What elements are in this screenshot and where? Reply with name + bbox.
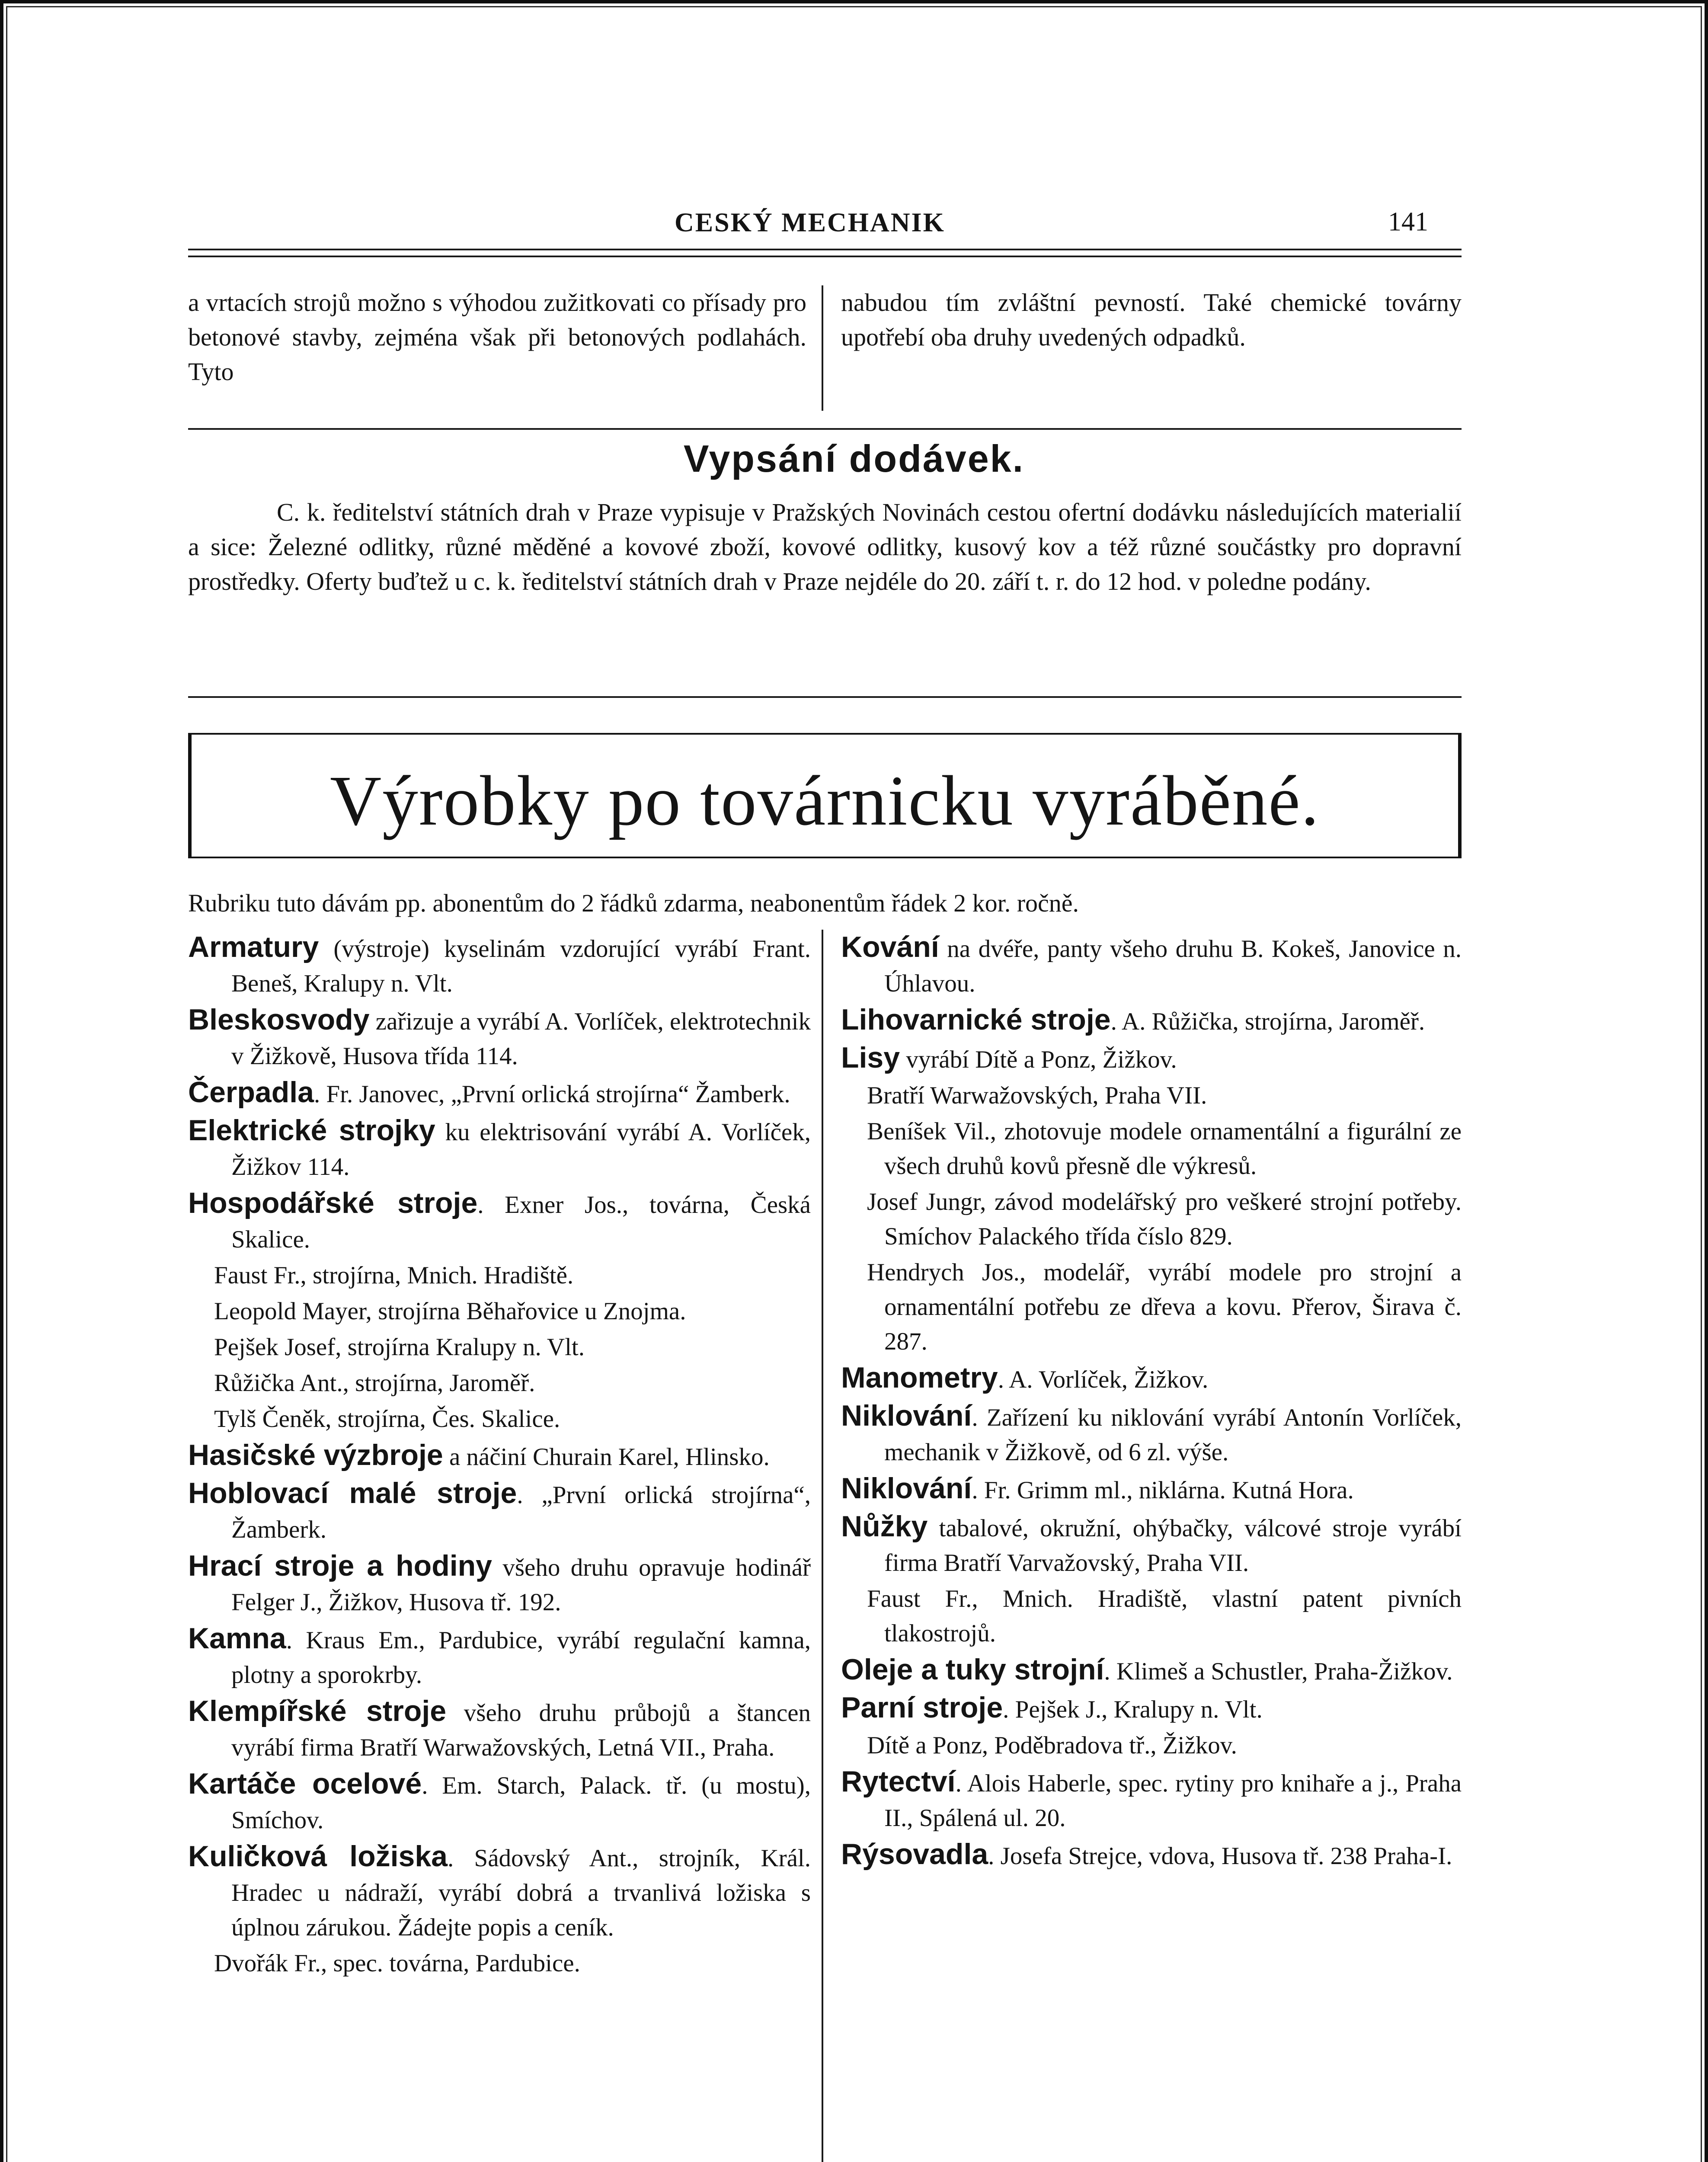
entry-text: . Klimeš a Schustler, Praha-Žižkov. <box>1104 1658 1453 1685</box>
directory-entry <box>188 1766 811 1838</box>
directory-entry <box>841 1471 1462 1508</box>
directory-subentry <box>188 1402 811 1436</box>
entry-keyword: Manometry <box>841 1361 998 1394</box>
directory-subentry <box>841 1582 1462 1651</box>
entry-text: vyrábí Dítě a Ponz, Žižkov. <box>900 1046 1177 1073</box>
entry-text: . Exner Jos., továrna, Česká Skalice. <box>231 1191 811 1253</box>
rubrika-note: Rubriku tuto dávám pp. abonentům do 2 řádků zdarma, neabonentům řádek 2 kor. ročně. <box>188 889 1079 917</box>
directory-entry <box>188 1839 811 1945</box>
entry-text: Dvořák Fr., spec. továrna, Pardubice. <box>214 1950 580 1977</box>
entry-keyword: Hospodářské stroje <box>188 1187 478 1219</box>
directory-subentry <box>841 1114 1462 1183</box>
entry-text: . A. Růžička, strojírna, Jaroměř. <box>1110 1008 1425 1035</box>
vypsani-title: Vypsání dodávek. <box>683 437 1025 480</box>
entry-text: . Fr. Janovec, „První orlická strojírna“ Žamberk. <box>314 1081 790 1108</box>
entry-text: Tylš Čeněk, strojírna, Čes. Skalice. <box>214 1405 560 1433</box>
entry-keyword: Rýsovadla <box>841 1838 988 1871</box>
directory-entry <box>188 1694 811 1765</box>
entry-text: Pejšek Josef, strojírna Kralupy n. Vlt. <box>214 1334 585 1361</box>
entry-text: tabalové, okružní, ohýbačky, válcové stroje vyrábí firma Bratří Varvažovský, Praha VII. <box>884 1515 1462 1577</box>
directory-entry <box>188 1621 811 1692</box>
directory-entry <box>841 1040 1462 1077</box>
entry-keyword: Kuličková ložiska <box>188 1840 448 1873</box>
entry-text: Josef Jungr, závod modelářský pro veškeré strojní potřeby. Smíchov Palackého třída číslo 829. <box>867 1188 1462 1250</box>
entry-keyword: Parní stroje <box>841 1691 1003 1724</box>
notice-rule <box>188 696 1462 698</box>
entry-keyword: Kartáče ocelové <box>188 1767 422 1800</box>
directory-entry <box>188 1075 811 1112</box>
directory-entry <box>841 1652 1462 1689</box>
entry-text: Hendrych Jos., modelář, vyrábí modele pro strojní a ornamentální potřebu ze dřeva a kovu. Přerov, Širava č. 287. <box>867 1259 1462 1355</box>
entry-text: Bratří Warwažovských, Praha VII. <box>867 1082 1207 1109</box>
directory-entry <box>841 1360 1462 1397</box>
entry-keyword: Čerpadla <box>188 1076 314 1109</box>
entry-text: na dvéře, panty všeho druhu B. Kokeš, Janovice n. Úhlavou. <box>884 935 1462 997</box>
intro-left-column <box>188 285 806 389</box>
entry-text: ku elektrisování vyrábí A. Vorlíček, Žižkov 114. <box>231 1119 811 1180</box>
directory-entry <box>188 930 811 1001</box>
entry-keyword: Rytectví <box>841 1765 956 1798</box>
directory-entry <box>188 1186 811 1257</box>
entry-keyword: Hoblovací malé stroje <box>188 1477 517 1510</box>
entry-text: Beníšek Vil., zhotovuje modele ornamentální a figurální ze všech druhů kovů přesně dle výkresů. <box>867 1118 1462 1180</box>
entry-text: . Josefa Strejce, vdova, Husova tř. 238 Praha-I. <box>988 1842 1452 1870</box>
directory-entry <box>841 1837 1462 1874</box>
entry-text: . „První orlická strojírna“, Žamberk. <box>231 1481 811 1543</box>
entry-keyword: Elektrické strojky <box>188 1114 435 1147</box>
page-number: 141 <box>1388 207 1428 237</box>
directory-subentry <box>841 1728 1462 1763</box>
directory-column-divider <box>822 930 823 2162</box>
right-directory-column <box>841 930 1462 1875</box>
entry-text: . A. Vorlíček, Žižkov. <box>998 1366 1209 1393</box>
entry-keyword: Armatury <box>188 931 319 963</box>
directory-entry <box>841 1690 1462 1727</box>
header-rule <box>188 249 1462 257</box>
entry-keyword: Kování <box>841 931 939 963</box>
entry-text: . Kraus Em., Pardubice, vyrábí regulační kamna, plotny a sporokrby. <box>231 1627 811 1689</box>
entry-text: zařizuje a vyrábí A. Vorlíček, elektrotechnik v Žižkově, Husova třída 114. <box>231 1008 811 1070</box>
entry-text: . Fr. Grimm ml., niklárna. Kutná Hora. <box>972 1477 1354 1504</box>
entry-text: Leopold Mayer, strojírna Běhařovice u Znojma. <box>214 1298 686 1325</box>
directory-subentry <box>841 1255 1462 1359</box>
entry-keyword: Klempířské stroje <box>188 1695 447 1727</box>
intro-right-column <box>841 285 1462 355</box>
left-directory-column <box>188 930 811 1982</box>
entry-text: . Em. Starch, Palack. tř. (u mostu), Smíchov. <box>231 1772 811 1834</box>
directory-entry <box>188 1002 811 1074</box>
entry-text: všeho druhu průbojů a štancen vyrábí firma Bratří Warwažovských, Letná VII., Praha. <box>231 1699 811 1761</box>
directory-entry <box>841 1398 1462 1470</box>
entry-text: Faust Fr., Mnich. Hradiště, vlastní patent pivních tlakostrojů. <box>867 1585 1462 1647</box>
intro-left-text: a vrtacích strojů možno s výhodou zužitkovati co přísady pro betonové stavby, zejména však při betonových podlahách. Tyto <box>188 288 806 386</box>
entry-keyword: Hrací stroje a hodiny <box>188 1549 492 1582</box>
intro-right-text: nabudou tím zvláštní pevností. Také chemické továrny upotřebí oba druhy uvedených odpadků. <box>841 288 1462 351</box>
banner-box <box>188 733 1462 858</box>
entry-text: . Pejšek J., Kralupy n. Vlt. <box>1003 1696 1263 1723</box>
intro-column-divider <box>822 285 823 411</box>
entry-keyword: Niklování <box>841 1399 972 1432</box>
entry-text: Dítě a Ponz, Poděbradova tř., Žižkov. <box>867 1732 1237 1759</box>
entry-text: všeho druhu opravuje hodinář Felger J., Žižkov, Husova tř. 192. <box>231 1554 811 1616</box>
entry-keyword: Lihovarnické stroje <box>841 1003 1111 1036</box>
vypsani-body: C. k. ředitelství státních drah v Praze vypisuje v Pražských Novinách cestou ofertní dodávku následujících materialií a sice: Železné odlitky, různé měděné a kovové zboží, kovové odlitky, kusový kov a též různé součástky pro dopravní prostředky. Oferty buďtež u c. k. ředitelství státních drah v Praze nejdéle do 20. září t. r. do 12 hod. v poledne podány. <box>188 498 1462 595</box>
directory-entry <box>188 1548 811 1620</box>
directory-entry <box>188 1438 811 1474</box>
vypsani-notice <box>188 495 1462 599</box>
entry-text: . Alois Haberle, spec. rytiny pro knihaře a j., Praha II., Spálená ul. 20. <box>884 1770 1462 1832</box>
entry-keyword: Lisy <box>841 1041 900 1074</box>
entry-text: (výstroje) kyselinám vzdorující vyrábí Frant. Beneš, Kralupy n. Vlt. <box>231 935 811 997</box>
directory-entry <box>841 1509 1462 1580</box>
directory-subentry <box>188 1946 811 1981</box>
entry-text: . Sádovský Ant., strojník, Král. Hradec u nádraží, vyrábí dobrá a trvanlivá ložiska s úplnou zárukou. Žádejte popis a ceník. <box>231 1845 811 1941</box>
entry-keyword: Oleje a tuky strojní <box>841 1653 1104 1686</box>
banner-title: Výrobky po továrnicku vyráběné. <box>330 761 1320 840</box>
directory-subentry <box>188 1258 811 1293</box>
entry-keyword: Kamna <box>188 1622 286 1655</box>
directory-subentry <box>841 1185 1462 1254</box>
journal-title: CESKÝ MECHANIK <box>675 208 945 237</box>
directory-subentry <box>188 1330 811 1365</box>
directory-entry <box>841 1764 1462 1836</box>
directory-entry <box>188 1113 811 1184</box>
directory-subentry <box>188 1366 811 1401</box>
entry-keyword: Hasičské výzbroje <box>188 1439 443 1471</box>
entry-text: a náčiní Churain Karel, Hlinsko. <box>443 1443 770 1471</box>
directory-subentry <box>188 1294 811 1329</box>
directory-entry <box>841 1002 1462 1039</box>
entry-keyword: Bleskosvody <box>188 1003 370 1036</box>
directory-entry <box>188 1476 811 1547</box>
entry-keyword: Niklování <box>841 1472 972 1505</box>
directory-entry <box>841 930 1462 1001</box>
entry-keyword: Nůžky <box>841 1510 928 1543</box>
entry-text: Faust Fr., strojírna, Mnich. Hradiště. <box>214 1262 574 1289</box>
entry-text: . Zařízení ku niklování vyrábí Antonín Vorlíček, mechanik v Žižkově, od 6 zl. výše. <box>884 1404 1462 1466</box>
section-rule <box>188 428 1462 430</box>
directory-subentry <box>841 1078 1462 1113</box>
entry-text: Růžička Ant., strojírna, Jaroměř. <box>214 1369 535 1397</box>
